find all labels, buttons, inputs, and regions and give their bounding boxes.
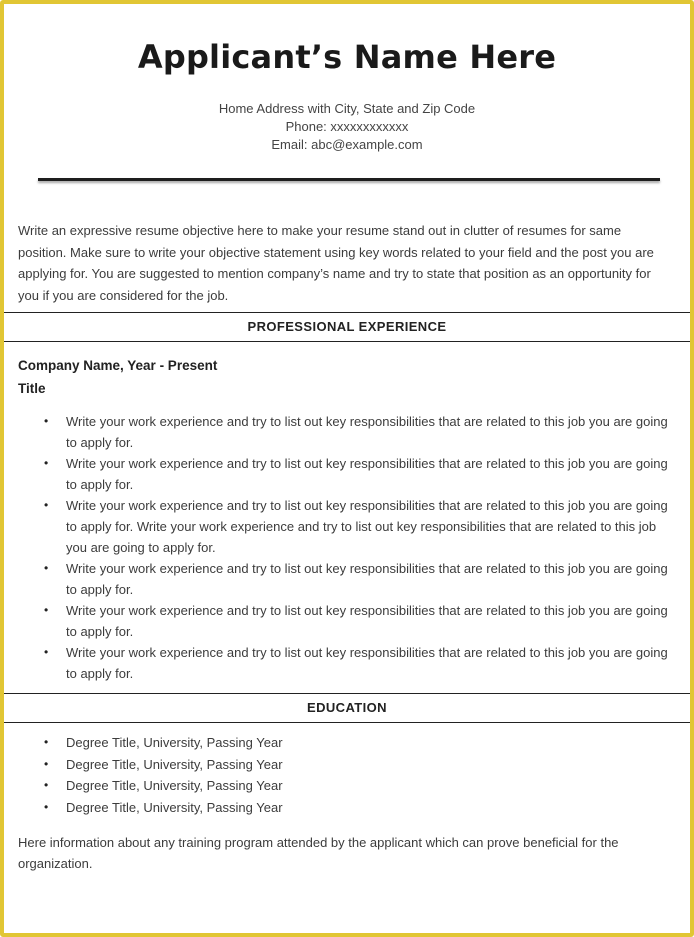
experience-item-text: Write your work experience and try to list out key responsibilities that are related to this job you are going to apply for. [66, 414, 668, 450]
bullet-icon: • [44, 735, 49, 749]
experience-section-heading: PROFESSIONAL EXPERIENCE [0, 312, 694, 342]
bullet-icon: • [44, 561, 49, 575]
bullet-icon: • [44, 756, 49, 771]
experience-item-text: Write your work experience and try to list out key responsibilities that are related to this job you are going to apply for. [66, 645, 668, 681]
list-item [18, 732, 670, 754]
list-item [18, 558, 670, 600]
experience-item-text: Write your work experience and try to list out key responsibilities that are related to this job you are going to apply for. [66, 456, 668, 492]
education-item-text: Degree Title, University, Passing Year [66, 799, 283, 815]
company-line: Company Name, Year - Present [18, 358, 218, 373]
list-item [18, 453, 670, 495]
list-item [18, 642, 670, 684]
phone-number: Phone: xxxxxxxxxxxx [285, 119, 409, 134]
education-item-text: Degree Title, University, Passing Year [66, 756, 283, 772]
email-address: Email: abc@example.com [271, 137, 423, 152]
contact-block [4, 100, 690, 154]
bullet-icon: • [44, 645, 49, 659]
list-item [18, 411, 670, 453]
experience-list [18, 411, 670, 684]
education-section-heading: EDUCATION [0, 693, 694, 723]
list-item [18, 797, 670, 819]
job-title: Title [18, 381, 46, 396]
education-list [18, 732, 670, 818]
bullet-icon: • [44, 498, 49, 512]
experience-item-text: Write your work experience and try to list out key responsibilities that are related to this job you are going to apply for. Write your work experience and try to list out key responsibilities that are related to this job you are going to apply for. [66, 498, 668, 555]
training-note: Here information about any training program attended by the applicant which can prove beneficial for the organization. [18, 835, 619, 871]
list-item [18, 775, 670, 797]
bullet-icon: • [44, 456, 49, 470]
bullet-icon: • [44, 778, 49, 792]
list-item [18, 754, 670, 776]
experience-item-text: Write your work experience and try to list out key responsibilities that are related to this job you are going to apply for. [66, 561, 668, 597]
list-item [18, 600, 670, 642]
bullet-icon: • [44, 603, 49, 617]
bullet-icon: • [44, 414, 49, 428]
list-item [18, 495, 670, 558]
home-address: Home Address with City, State and Zip Code [218, 101, 476, 116]
header-divider [38, 178, 660, 181]
education-item-text: Degree Title, University, Passing Year [66, 778, 283, 793]
experience-item-text: Write your work experience and try to list out key responsibilities that are related to this job you are going to apply for. [66, 603, 668, 639]
education-item-text: Degree Title, University, Passing Year [66, 735, 283, 750]
bullet-icon: • [44, 799, 49, 814]
objective-statement: Write an expressive resume objective here to make your resume stand out in clutter of resumes for same position. Make sure to write your objective statement using key words related to your field and the post you are applying for. You are suggested to mention company’s name and try to state that position as an opportunity for you if you are considered for the job. [18, 223, 654, 303]
applicant-name: Applicant’s Name Here [137, 38, 557, 76]
